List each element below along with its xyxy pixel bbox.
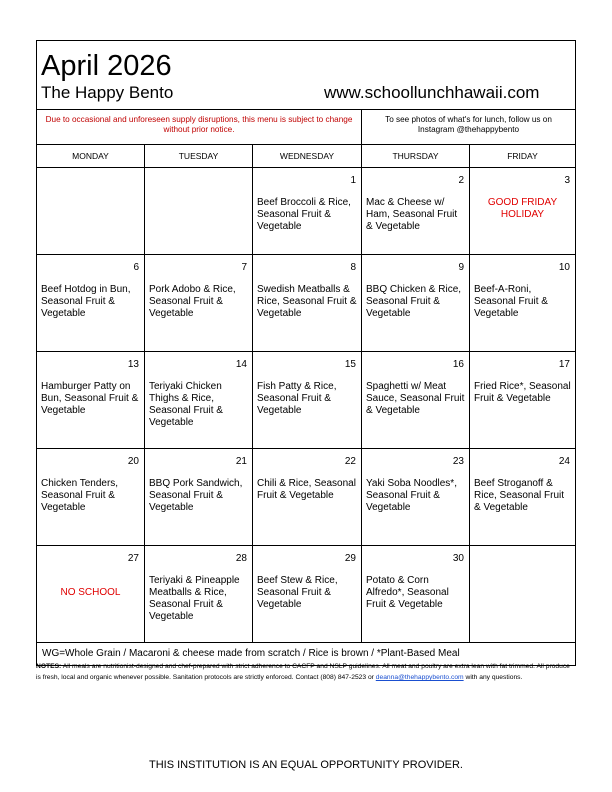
meal-text: Beef Stew & Rice, Seasonal Fruit & Vegetable bbox=[257, 575, 338, 610]
calendar-header bbox=[37, 41, 575, 110]
day-number: 22 bbox=[344, 456, 356, 467]
meal-text: Beef Stroganoff & Rice, Seasonal Fruit & Vegetable bbox=[474, 478, 565, 513]
meal-text: Swedish Meatballs & Rice, Seasonal Fruit & Vegetable bbox=[257, 284, 357, 319]
month-title: April 2026 bbox=[41, 50, 172, 82]
day-cell bbox=[253, 546, 362, 642]
equal-opportunity-footer: THIS INSTITUTION IS AN EQUAL OPPORTUNITY PROVIDER. bbox=[149, 759, 463, 771]
day-header-friday: FRIDAY bbox=[507, 151, 538, 161]
menu-calendar bbox=[36, 40, 576, 666]
contact-email-link[interactable]: deanna@thehappybento.com bbox=[375, 674, 464, 681]
day-cell bbox=[253, 255, 362, 351]
day-cell bbox=[37, 352, 145, 448]
legend: WG=Whole Grain / Macaroni & cheese made from scratch / Rice is brown / *Plant-Based Meal bbox=[42, 648, 460, 659]
meal-text: Potato & Corn Alfredo*, Seasonal Fruit & Vegetable bbox=[366, 575, 449, 610]
day-number: 8 bbox=[350, 262, 356, 273]
day-number: 1 bbox=[350, 175, 356, 186]
brand-name: The Happy Bento bbox=[41, 83, 174, 102]
meal-text: Beef Hotdog in Bun, Seasonal Fruit & Vegetable bbox=[41, 284, 131, 319]
meal-text: Fried Rice*, Seasonal Fruit & Vegetable bbox=[474, 381, 571, 404]
no-school-label: NO SCHOOL bbox=[60, 587, 121, 598]
day-number: 23 bbox=[452, 456, 464, 467]
day-cell bbox=[470, 255, 575, 351]
disruption-notice: Due to occasional and unforeseen supply disruptions, this menu is subject to change without prior notice. bbox=[37, 110, 362, 144]
day-cell bbox=[470, 168, 575, 254]
day-header-tuesday: TUESDAY bbox=[145, 145, 253, 167]
day-number: 14 bbox=[235, 359, 247, 370]
meal-text: Beef-A-Roni, Seasonal Fruit & Vegetable bbox=[474, 284, 548, 319]
meal-text: Yaki Soba Noodles*, Seasonal Fruit & Vegetable bbox=[366, 478, 457, 513]
day-number: 10 bbox=[558, 262, 570, 273]
day-cell bbox=[362, 352, 470, 448]
notes-label: NOTES: bbox=[36, 663, 62, 670]
day-number: 20 bbox=[127, 456, 139, 467]
instagram-notice: To see photos of what's for lunch, follow us on Instagram @thehappybento bbox=[385, 115, 552, 134]
day-cell bbox=[37, 255, 145, 351]
meal-text: Chili & Rice, Seasonal Fruit & Vegetable bbox=[257, 478, 356, 501]
day-header-wednesday: WEDNESDAY bbox=[253, 145, 362, 167]
day-header-thursday: THURSDAY bbox=[362, 145, 470, 167]
day-cell bbox=[145, 352, 253, 448]
weekday-header bbox=[37, 145, 575, 168]
meal-text: Mac & Cheese w/ Ham, Seasonal Fruit & Vegetable bbox=[366, 197, 458, 232]
meal-text: Beef Broccoli & Rice, Seasonal Fruit & Vegetable bbox=[257, 197, 351, 232]
day-cell bbox=[362, 168, 470, 254]
holiday-label: GOOD FRIDAY HOLIDAY bbox=[487, 197, 558, 220]
day-cell bbox=[145, 546, 253, 642]
day-number: 29 bbox=[344, 553, 356, 564]
meal-text: Teriyaki Chicken Thighs & Rice, Seasonal Fruit & Vegetable bbox=[149, 381, 223, 428]
week-row bbox=[37, 352, 575, 449]
day-number: 27 bbox=[127, 553, 139, 564]
day-cell bbox=[470, 449, 575, 545]
meal-text: Spaghetti w/ Meat Sauce, Seasonal Fruit & Vegetable bbox=[366, 381, 465, 416]
day-header-monday: MONDAY bbox=[37, 145, 145, 167]
day-number: 13 bbox=[127, 359, 139, 370]
week-row bbox=[37, 168, 575, 255]
day-number: 16 bbox=[452, 359, 464, 370]
day-cell bbox=[470, 546, 575, 642]
day-cell bbox=[253, 352, 362, 448]
day-cell bbox=[362, 255, 470, 351]
day-number: 15 bbox=[344, 359, 356, 370]
week-row bbox=[37, 449, 575, 546]
meal-text: BBQ Pork Sandwich, Seasonal Fruit & Vegetable bbox=[149, 478, 243, 513]
day-cell bbox=[470, 352, 575, 448]
website-url[interactable]: www.schoollunchhawaii.com bbox=[324, 83, 540, 102]
meal-text: Fish Patty & Rice, Seasonal Fruit & Vegetable bbox=[257, 381, 337, 416]
day-number: 6 bbox=[133, 262, 139, 273]
notes bbox=[36, 661, 576, 683]
meal-text: Teriyaki & Pineapple Meatballs & Rice, Seasonal Fruit & Vegetable bbox=[149, 575, 240, 622]
day-cell bbox=[253, 449, 362, 545]
week-row bbox=[37, 255, 575, 352]
day-number: 30 bbox=[452, 553, 464, 564]
day-number: 21 bbox=[235, 456, 247, 467]
meal-text: Hamburger Patty on Bun, Seasonal Fruit & Vegetable bbox=[41, 381, 139, 416]
day-cell bbox=[37, 168, 145, 254]
meal-text: BBQ Chicken & Rice, Seasonal Fruit & Vegetable bbox=[366, 284, 462, 319]
day-cell bbox=[37, 449, 145, 545]
notice-row bbox=[37, 110, 575, 145]
notes-tail: with any questions. bbox=[463, 674, 523, 681]
meal-text: Pork Adobo & Rice, Seasonal Fruit & Vegetable bbox=[149, 284, 236, 319]
day-number: 3 bbox=[564, 175, 570, 186]
day-number: 9 bbox=[458, 262, 464, 273]
day-number: 7 bbox=[241, 262, 247, 273]
day-cell bbox=[362, 546, 470, 642]
day-cell bbox=[253, 168, 362, 254]
day-cell bbox=[362, 449, 470, 545]
day-cell bbox=[145, 449, 253, 545]
day-cell bbox=[145, 255, 253, 351]
meal-text: Chicken Tenders, Seasonal Fruit & Vegetable bbox=[41, 478, 119, 513]
week-row bbox=[37, 546, 575, 643]
day-number: 24 bbox=[558, 456, 570, 467]
day-cell bbox=[145, 168, 253, 254]
day-number: 2 bbox=[458, 175, 464, 186]
day-number: 28 bbox=[235, 553, 247, 564]
notes-text: All meals are nutritionist-designed and chef-prepared with strict adherence to CACFP and NSLP guidelines. All meat and poultry are extra lean with fat trimmed. All produce is fresh, local and organic whenever possible. Sanitation protocols are strictly enforced. Contact (808) 847-2523 or bbox=[36, 663, 570, 681]
day-cell bbox=[37, 546, 145, 642]
day-number: 17 bbox=[558, 359, 570, 370]
